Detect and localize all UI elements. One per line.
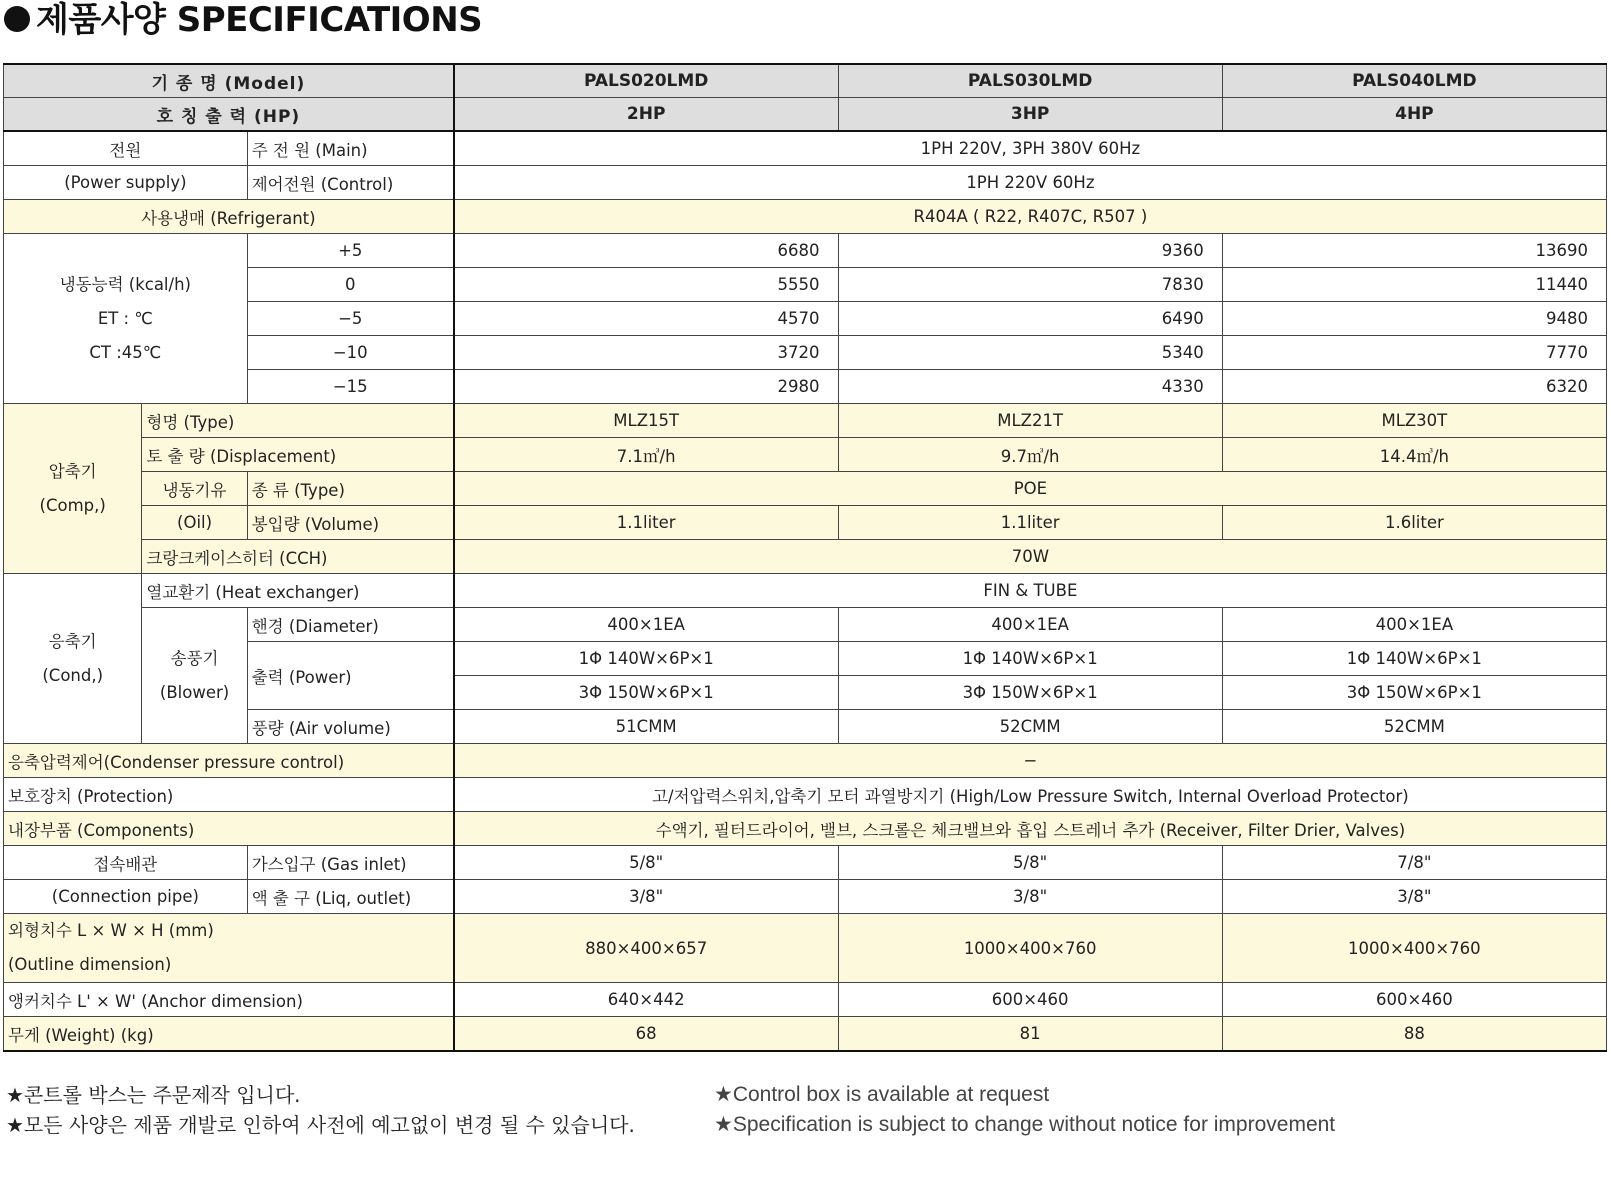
liq-outlet-row xyxy=(4,880,1607,914)
bullet-icon xyxy=(4,6,30,32)
refrigerant-label: 사용냉매 (Refrigerant) xyxy=(4,200,454,234)
anchor-value: 640×442 xyxy=(454,983,838,1017)
capacity-value: 3720 xyxy=(454,336,838,370)
comp-label-ko: 압축기 xyxy=(48,461,97,481)
comp-type-value: MLZ30T xyxy=(1222,404,1606,438)
capacity-value: 13690 xyxy=(1222,234,1606,268)
blower-power-label: 출력 (Power) xyxy=(247,642,454,710)
protection-row xyxy=(4,778,1607,812)
capacity-value: 5340 xyxy=(838,336,1222,370)
refrigerant-value: R404A ( R22, R407C, R507 ) xyxy=(454,200,1607,234)
capacity-value: 6680 xyxy=(454,234,838,268)
oil-volume-value: 1.1liter xyxy=(454,506,838,540)
oil-type-value: POE xyxy=(454,472,1607,506)
weight-row xyxy=(4,1017,1607,1052)
components-row xyxy=(4,812,1607,846)
blower-label-en: (Blower) xyxy=(159,682,230,702)
oil-volume-row xyxy=(4,506,1607,540)
note-ko-1: ★콘트롤 박스는 주문제작 입니다. xyxy=(6,1083,301,1107)
power-control-row xyxy=(4,166,1607,200)
oil-label-en: (Oil) xyxy=(142,506,247,540)
hp-1: 2HP xyxy=(454,98,838,132)
cch-label: 크랑크케이스히터 (CCH) xyxy=(142,540,454,574)
capacity-value: 6490 xyxy=(838,302,1222,336)
capacity-value: 7830 xyxy=(838,268,1222,302)
anchor-label: 앵커치수 L' × W' (Anchor dimension) xyxy=(4,983,454,1017)
comp-type-label: 형명 (Type) xyxy=(142,404,454,438)
notes-korean xyxy=(6,1080,635,1140)
capacity-value: 6320 xyxy=(1222,370,1606,404)
capacity-label-2: ET : ℃ xyxy=(97,308,153,328)
model-3: PALS040LMD xyxy=(1222,64,1606,98)
outline-value: 1000×400×760 xyxy=(838,914,1222,983)
capacity-et: +5 xyxy=(247,234,454,268)
diameter-value: 400×1EA xyxy=(1222,608,1606,642)
oil-type-label: 종 류 (Type) xyxy=(247,472,454,506)
comp-type-row xyxy=(4,404,1607,438)
cond-label-ko: 응축기 xyxy=(48,631,97,651)
capacity-et: −10 xyxy=(247,336,454,370)
comp-displacement-value: 14.4㎥/h xyxy=(1222,438,1606,472)
refrigerant-row xyxy=(4,200,1607,234)
hp-3: 4HP xyxy=(1222,98,1606,132)
oil-volume-label: 봉입량 (Volume) xyxy=(247,506,454,540)
airvolume-value: 52CMM xyxy=(838,710,1222,744)
blower-label-ko: 송풍기 xyxy=(170,648,219,668)
blower-power-value: 1Φ 140W×6P×1 xyxy=(454,642,838,676)
connection-label-en: (Connection pipe) xyxy=(4,880,248,914)
blower-power-value: 1Φ 140W×6P×1 xyxy=(1222,642,1606,676)
power-label-en: (Power supply) xyxy=(4,166,248,200)
liq-outlet-value: 3/8" xyxy=(1222,880,1606,914)
outline-value: 1000×400×760 xyxy=(1222,914,1606,983)
oil-type-row xyxy=(4,472,1607,506)
diameter-label: 핸경 (Diameter) xyxy=(247,608,454,642)
capacity-value: 7770 xyxy=(1222,336,1606,370)
note-en-1: ★Control box is available at request xyxy=(714,1083,1050,1106)
page-title-text: 제품사양 SPECIFICATIONS xyxy=(36,0,483,40)
capacity-row xyxy=(4,234,1607,268)
comp-label xyxy=(4,404,142,574)
comp-displacement-label: 토 출 량 (Displacement) xyxy=(142,438,454,472)
capacity-label xyxy=(4,234,248,404)
protection-label: 보호장치 (Protection) xyxy=(4,778,454,812)
airvolume-value: 51CMM xyxy=(454,710,838,744)
comp-displacement-value: 9.7㎥/h xyxy=(838,438,1222,472)
blower-power-value: 3Φ 150W×6P×1 xyxy=(454,676,838,710)
page-title xyxy=(4,0,482,44)
protection-value: 고/저압력스위치,압축기 모터 과열방지기 (High/Low Pressure Switch, Internal Overload Protector) xyxy=(454,778,1607,812)
capacity-value: 9480 xyxy=(1222,302,1606,336)
anchor-value: 600×460 xyxy=(838,983,1222,1017)
comp-type-value: MLZ15T xyxy=(454,404,838,438)
notes-english xyxy=(714,1080,1335,1140)
capacity-value: 11440 xyxy=(1222,268,1606,302)
comp-displacement-value: 7.1㎥/h xyxy=(454,438,838,472)
weight-label: 무게 (Weight) (kg) xyxy=(4,1017,454,1052)
gas-inlet-value: 7/8" xyxy=(1222,846,1606,880)
power-control-label: 제어전원 (Control) xyxy=(247,166,454,200)
oil-label-ko: 냉동기유 xyxy=(142,472,247,506)
model-label: 기 종 명 (Model) xyxy=(4,64,454,98)
cch-row xyxy=(4,540,1607,574)
cch-value: 70W xyxy=(454,540,1607,574)
airvolume-label: 풍량 (Air volume) xyxy=(247,710,454,744)
outline-label-1: 외형치수 L × W × H (mm) xyxy=(8,921,214,940)
comp-displacement-row xyxy=(4,438,1607,472)
cond-pressure-row xyxy=(4,744,1607,778)
outline-label xyxy=(4,914,454,983)
blower-power-value: 3Φ 150W×6P×1 xyxy=(838,676,1222,710)
blower-power-value: 3Φ 150W×6P×1 xyxy=(1222,676,1606,710)
power-label-ko: 전원 xyxy=(4,131,248,166)
power-main-label: 주 전 원 (Main) xyxy=(247,131,454,166)
cond-pressure-value: − xyxy=(454,744,1607,778)
note-en-2: ★Specification is subject to change without notice for improvement xyxy=(714,1113,1336,1136)
airvolume-value: 52CMM xyxy=(1222,710,1606,744)
model-row xyxy=(4,64,1607,98)
note-ko-2: ★모든 사양은 제품 개발로 인하여 사전에 예고없이 변경 될 수 있습니다. xyxy=(6,1113,635,1137)
liq-outlet-value: 3/8" xyxy=(454,880,838,914)
capacity-value: 2980 xyxy=(454,370,838,404)
comp-type-value: MLZ21T xyxy=(838,404,1222,438)
gas-inlet-row xyxy=(4,846,1607,880)
spec-table xyxy=(3,63,1607,1052)
capacity-label-1: 냉동능력 (kcal/h) xyxy=(59,274,191,294)
hex-row xyxy=(4,574,1607,608)
components-value: 수액기, 필터드라이어, 밸브, 스크롤은 체크밸브와 흡입 스트레너 추가 (Receiver, Filter Drier, Valves) xyxy=(454,812,1607,846)
connection-label-ko: 접속배관 xyxy=(4,846,248,880)
cond-label-en: (Cond,) xyxy=(42,665,104,685)
blower-label xyxy=(142,608,247,744)
anchor-row xyxy=(4,983,1607,1017)
capacity-value: 5550 xyxy=(454,268,838,302)
power-main-row xyxy=(4,131,1607,166)
hp-2: 3HP xyxy=(838,98,1222,132)
oil-volume-value: 1.1liter xyxy=(838,506,1222,540)
components-label: 내장부품 (Components) xyxy=(4,812,454,846)
hp-row xyxy=(4,98,1607,132)
liq-outlet-label: 액 출 구 (Liq, outlet) xyxy=(247,880,454,914)
diameter-value: 400×1EA xyxy=(454,608,838,642)
gas-inlet-value: 5/8" xyxy=(454,846,838,880)
oil-volume-value: 1.6liter xyxy=(1222,506,1606,540)
capacity-et: −5 xyxy=(247,302,454,336)
model-2: PALS030LMD xyxy=(838,64,1222,98)
cond-label xyxy=(4,574,142,744)
weight-value: 88 xyxy=(1222,1017,1606,1052)
liq-outlet-value: 3/8" xyxy=(838,880,1222,914)
weight-value: 81 xyxy=(838,1017,1222,1052)
capacity-et: −15 xyxy=(247,370,454,404)
outline-label-2: (Outline dimension) xyxy=(8,955,172,974)
model-1: PALS020LMD xyxy=(454,64,838,98)
hp-label: 호 칭 출 력 (HP) xyxy=(4,98,454,132)
capacity-value: 4570 xyxy=(454,302,838,336)
anchor-value: 600×460 xyxy=(1222,983,1606,1017)
gas-inlet-value: 5/8" xyxy=(838,846,1222,880)
power-control-value: 1PH 220V 60Hz xyxy=(454,166,1607,200)
cond-pressure-label: 응축압력제어(Condenser pressure control) xyxy=(4,744,454,778)
diameter-value: 400×1EA xyxy=(838,608,1222,642)
capacity-et: 0 xyxy=(247,268,454,302)
comp-label-en: (Comp,) xyxy=(39,495,106,515)
gas-inlet-label: 가스입구 (Gas inlet) xyxy=(247,846,454,880)
diameter-row xyxy=(4,608,1607,642)
capacity-label-3: CT :45℃ xyxy=(89,342,162,362)
outline-row xyxy=(4,914,1607,983)
hex-value: FIN & TUBE xyxy=(454,574,1607,608)
capacity-value: 9360 xyxy=(838,234,1222,268)
hex-label: 열교환기 (Heat exchanger) xyxy=(142,574,454,608)
outline-value: 880×400×657 xyxy=(454,914,838,983)
power-main-value: 1PH 220V, 3PH 380V 60Hz xyxy=(454,131,1607,166)
blower-power-value: 1Φ 140W×6P×1 xyxy=(838,642,1222,676)
weight-value: 68 xyxy=(454,1017,838,1052)
capacity-value: 4330 xyxy=(838,370,1222,404)
